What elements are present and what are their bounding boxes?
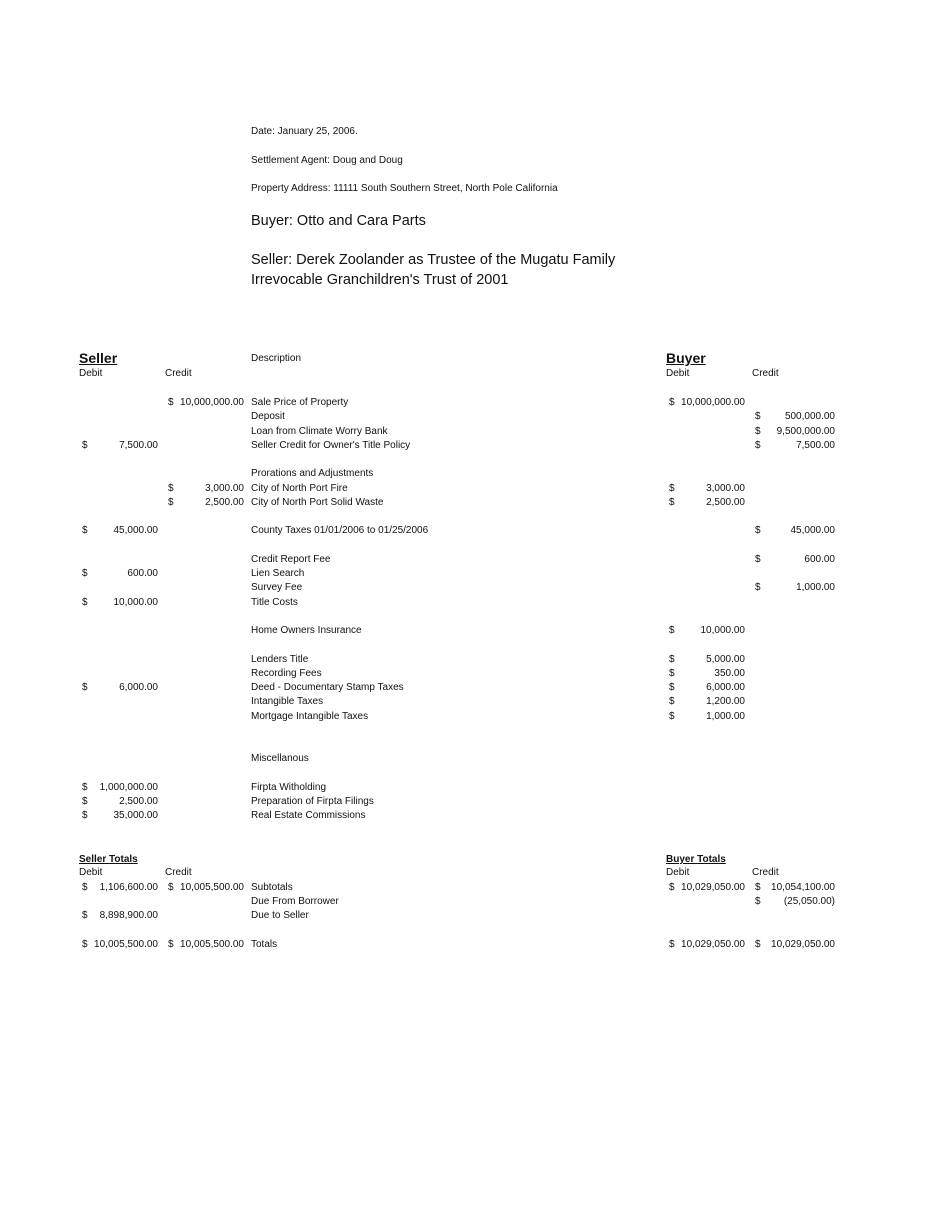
amount-value: 10,005,500.00 [94, 939, 158, 950]
amount-value: 35,000.00 [113, 810, 158, 821]
amount-value: 7,500.00 [119, 440, 158, 451]
amount-value: 350.00 [714, 668, 745, 679]
dollar-sign: $ [669, 497, 675, 508]
line-item-description: Survey Fee [251, 582, 303, 593]
amount-value: 45,000.00 [790, 525, 835, 536]
total-row-sc-amount [168, 939, 244, 951]
line-item-sc-amount [168, 497, 244, 509]
dollar-sign: $ [669, 682, 675, 693]
amount-value: 10,000,000.00 [681, 397, 745, 408]
line-item-bc-amount [755, 554, 835, 566]
dollar-sign: $ [669, 668, 675, 679]
dollar-sign: $ [168, 882, 174, 893]
buyer-credit-heading: Credit [752, 368, 779, 379]
amount-value: 10,054,100.00 [771, 882, 835, 893]
line-item-sd-amount [82, 568, 158, 580]
line-item-sd-amount [82, 810, 158, 822]
line-item-description: Credit Report Fee [251, 554, 331, 565]
total-row-description: Due to Seller [251, 910, 309, 921]
buyer-line: Buyer: Otto and Cara Parts [251, 213, 426, 229]
line-item-sd-amount [82, 525, 158, 537]
line-item-bd-amount [669, 625, 745, 637]
amount-value: 10,005,500.00 [180, 939, 244, 950]
dollar-sign: $ [669, 483, 675, 494]
amount-value: 2,500.00 [706, 497, 745, 508]
amount-value: 600.00 [804, 554, 835, 565]
dollar-sign: $ [82, 525, 88, 536]
dollar-sign: $ [82, 597, 88, 608]
amount-value: 500,000.00 [784, 411, 835, 422]
amount-value: 3,000.00 [205, 483, 244, 494]
seller-totals-debit-heading: Debit [79, 867, 103, 878]
dollar-sign: $ [82, 782, 88, 793]
line-item-description: Home Owners Insurance [251, 625, 362, 636]
dollar-sign: $ [755, 896, 761, 907]
dollar-sign: $ [755, 882, 761, 893]
line-item-description: Seller Credit for Owner's Title Policy [251, 440, 411, 451]
amount-value: 1,106,600.00 [99, 882, 158, 893]
buyer-heading: Buyer [666, 350, 706, 366]
dollar-sign: $ [168, 483, 174, 494]
line-item-description: County Taxes 01/01/2006 to 01/25/2006 [251, 525, 429, 536]
line-item-description: Real Estate Commissions [251, 810, 366, 821]
buyer-totals-heading: Buyer Totals [666, 854, 726, 865]
line-item-sd-amount [82, 440, 158, 452]
line-item-description: Deposit [251, 411, 285, 422]
line-item-sc-amount [168, 397, 244, 409]
amount-value: 1,000.00 [706, 711, 745, 722]
line-item-bd-amount [669, 654, 745, 666]
buyer-debit-heading: Debit [666, 368, 690, 379]
total-row-bc-amount [755, 896, 835, 908]
dollar-sign: $ [755, 426, 761, 437]
line-item-description: City of North Port Solid Waste [251, 497, 384, 508]
line-item-description: Mortgage Intangible Taxes [251, 711, 369, 722]
date-line: Date: January 25, 2006. [251, 126, 358, 137]
amount-value: 10,029,050.00 [681, 939, 745, 950]
total-row-sd-amount [82, 882, 158, 894]
line-item-description: Preparation of Firpta Filings [251, 796, 374, 807]
line-item-sd-amount [82, 597, 158, 609]
line-item-bd-amount [669, 668, 745, 680]
line-item-bd-amount [669, 696, 745, 708]
amount-value: 2,500.00 [205, 497, 244, 508]
amount-value: 10,029,050.00 [681, 882, 745, 893]
line-item-description: Loan from Climate Worry Bank [251, 426, 388, 437]
amount-value: 10,000.00 [700, 625, 745, 636]
dollar-sign: $ [669, 654, 675, 665]
line-item-bc-amount [755, 426, 835, 438]
dollar-sign: $ [755, 525, 761, 536]
dollar-sign: $ [669, 625, 675, 636]
dollar-sign: $ [82, 810, 88, 821]
dollar-sign: $ [168, 397, 174, 408]
dollar-sign: $ [669, 696, 675, 707]
amount-value: 1,000.00 [796, 582, 835, 593]
dollar-sign: $ [82, 796, 88, 807]
amount-value: 5,000.00 [706, 654, 745, 665]
line-item-description: Title Costs [251, 597, 298, 608]
dollar-sign: $ [82, 682, 88, 693]
seller-totals-credit-heading: Credit [165, 867, 192, 878]
line-item-description: Intangible Taxes [251, 696, 324, 707]
line-item-description: Lenders Title [251, 654, 309, 665]
line-item-bd-amount [669, 397, 745, 409]
buyer-totals-credit-heading: Credit [752, 867, 779, 878]
total-row-sd-amount [82, 910, 158, 922]
dollar-sign: $ [82, 568, 88, 579]
line-item-bc-amount [755, 411, 835, 423]
dollar-sign: $ [669, 711, 675, 722]
line-item-description: Deed - Documentary Stamp Taxes [251, 682, 404, 693]
line-item-description: Lien Search [251, 568, 305, 579]
dollar-sign: $ [755, 440, 761, 451]
seller-heading: Seller [79, 350, 118, 366]
total-row-bc-amount [755, 939, 835, 951]
amount-value: 7,500.00 [796, 440, 835, 451]
line-item-description: Sale Price of Property [251, 397, 349, 408]
seller-line-2: Irrevocable Granchildren's Trust of 2001 [251, 272, 509, 288]
line-item-sd-amount [82, 796, 158, 808]
total-row-bd-amount [669, 939, 745, 951]
dollar-sign: $ [669, 397, 675, 408]
line-item-bc-amount [755, 440, 835, 452]
total-row-sd-amount [82, 939, 158, 951]
line-item-bd-amount [669, 483, 745, 495]
description-heading: Description [251, 353, 302, 364]
line-item-bc-amount [755, 582, 835, 594]
dollar-sign: $ [669, 882, 675, 893]
property-address-line: Property Address: 11111 South Southern Street, North Pole California [251, 183, 558, 194]
dollar-sign: $ [755, 582, 761, 593]
amount-value: 2,500.00 [119, 796, 158, 807]
line-item-description: Recording Fees [251, 668, 322, 679]
dollar-sign: $ [755, 554, 761, 565]
total-row-description: Subtotals [251, 882, 293, 893]
line-item-description: Firpta Witholding [251, 782, 327, 793]
amount-value: 600.00 [127, 568, 158, 579]
total-row-bd-amount [669, 882, 745, 894]
line-item-bd-amount [669, 682, 745, 694]
total-row-sc-amount [168, 882, 244, 894]
line-item-bd-amount [669, 497, 745, 509]
amount-value: 10,000.00 [113, 597, 158, 608]
seller-credit-heading: Credit [165, 368, 192, 379]
amount-value: 6,000.00 [119, 682, 158, 693]
amount-value: 45,000.00 [113, 525, 158, 536]
line-item-sd-amount [82, 782, 158, 794]
dollar-sign: $ [82, 882, 88, 893]
buyer-totals-debit-heading: Debit [666, 867, 690, 878]
amount-value: 10,005,500.00 [180, 882, 244, 893]
line-item-bd-amount [669, 711, 745, 723]
dollar-sign: $ [82, 440, 88, 451]
dollar-sign: $ [168, 497, 174, 508]
dollar-sign: $ [755, 411, 761, 422]
line-item-sd-amount [82, 682, 158, 694]
amount-value: 10,000,000.00 [180, 397, 244, 408]
amount-value: 3,000.00 [706, 483, 745, 494]
dollar-sign: $ [82, 910, 88, 921]
seller-line-1: Seller: Derek Zoolander as Trustee of the Mugatu Family [251, 252, 616, 268]
seller-totals-heading: Seller Totals [79, 854, 138, 865]
settlement-agent-line: Settlement Agent: Doug and Doug [251, 155, 403, 166]
amount-value: 6,000.00 [706, 682, 745, 693]
seller-debit-heading: Debit [79, 368, 103, 379]
dollar-sign: $ [168, 939, 174, 950]
line-item-description: Prorations and Adjustments [251, 468, 374, 479]
amount-value: 8,898,900.00 [99, 910, 158, 921]
amount-value: (25,050.00) [783, 896, 835, 907]
amount-value: 1,000,000.00 [99, 782, 158, 793]
amount-value: 10,029,050.00 [771, 939, 835, 950]
dollar-sign: $ [755, 939, 761, 950]
amount-value: 1,200.00 [706, 696, 745, 707]
total-row-description: Totals [251, 939, 278, 950]
total-row-description: Due From Borrower [251, 896, 339, 907]
line-item-sc-amount [168, 483, 244, 495]
line-item-description: Miscellanous [251, 753, 309, 764]
line-item-bc-amount [755, 525, 835, 537]
dollar-sign: $ [82, 939, 88, 950]
amount-value: 9,500,000.00 [776, 426, 835, 437]
dollar-sign: $ [669, 939, 675, 950]
line-item-description: City of North Port Fire [251, 483, 348, 494]
total-row-bc-amount [755, 882, 835, 894]
